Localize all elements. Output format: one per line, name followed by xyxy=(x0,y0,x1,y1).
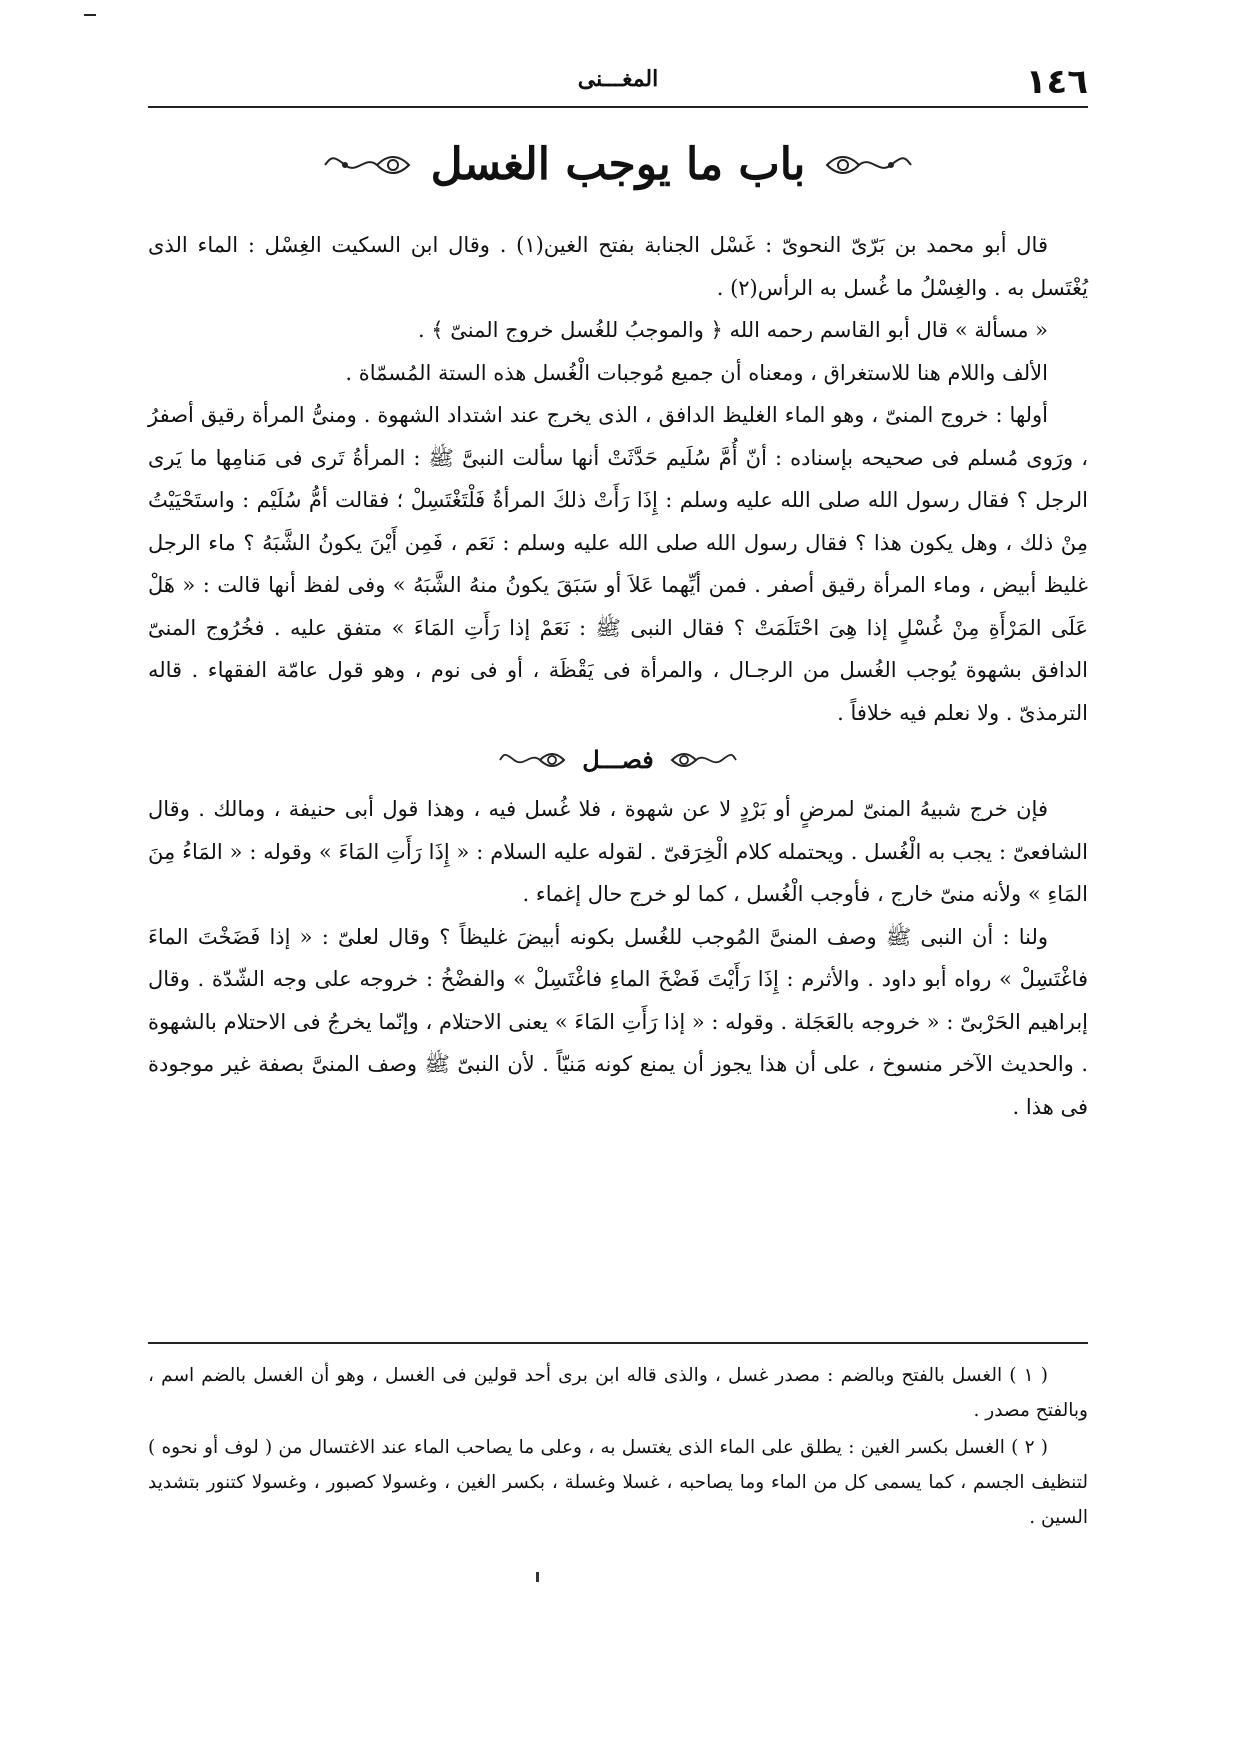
paragraph-first-cause: أولها : خروج المنىّ ، وهو الماء الغليظ الدافق ، الذى يخرج عند اشتداد الشهوة . ومنىُّ المرأة رقيق أصفرُ ، ورَوى مُسلم فى صحيحه بإسناده : أنّ أُمَّ سُلَيم حَدَّثَتْ أنها سألت النبىَّ ﷺ : المرأةُ تَرى فى مَنامِها ما يَرى الرجل ؟ فقال رسول الله صلى الله عليه وسلم : إِذَا رَأَتْ ذلكَ المرأةُ فَلْتَغْتَسِلْ ؛ فقالت أمُّ سُلَيْم : واستَحْيَيْتُ مِنْ ذلك ، وهل يكون هذا ؟ فقال رسول الله صلى الله عليه وسلم : نَعَم ، فَمِن أَيْنَ يكونُ الشَّبَهُ ؟ ماء الرجل غليظ أبيض ، وماء المرأة رقيق أصفر . فمن أيِّهما عَلاَ أو سَبَقَ يكونُ منهُ الشَّبَهُ » وفى لفظ أنها قالت : « هَلْ عَلَى المَرْأَةِ مِنْ غُسْلٍ إذا هِىَ احْتَلَمَتْ ؟ فقال النبى ﷺ : نَعَمْ إذا رَأَتِ المَاءَ » متفق عليه . فخُرُوج المنىّ الدافق بشهوة يُوجب الغُسل من الرجـال ، والمرأة فى يَقْظَة ، أو فى نوم ، وهو قول عامّة الفقهاء . قاله الترمذىّ . ولا نعلم فيه خلافاً . xyxy=(148,403,1088,725)
footnotes xyxy=(148,1358,1088,1537)
bottom-mark xyxy=(536,1572,539,1582)
section-paragraph-1: فإن خرج شبيهُ المنىّ لمرضٍ أو بَرْدٍ لا عن شهوة ، فلا غُسل فيه ، وهذا قول أبى حنيفة ، ومالك . وقال الشافعىّ : يجب به الْغُسل . ويحتمله كلام الْخِرَقىّ . لقوله عليه السلام : « إِذَا رَأَتِ المَاءَ » وقوله : « المَاءُ مِنَ المَاءِ » ولأنه منىّ خارج ، فأوجب الْغُسل ، كما لو خرج حال إغماء . xyxy=(148,797,1088,906)
ornament-left-icon xyxy=(323,147,413,183)
page-header xyxy=(148,62,1088,110)
paragraph-intro: قال أبو محمد بن بَرّىّ النحوىّ : غَسْل الجنابة بفتح الغين(١) . وقال ابن السكيت الغِسْل : الماء الذى يُغْتَسل به . والغِسْلُ ما غُسل به الرأس(٢) . xyxy=(148,233,1088,300)
chapter-title xyxy=(148,130,1088,200)
ornament-right-icon xyxy=(823,147,913,183)
section-ornament-right-icon xyxy=(668,746,738,774)
paragraph-masala: « مسألة » قال أبو القاسم رحمه الله ﴿ والموجبُ للغُسل خروج المنىّ ﴾ . xyxy=(417,318,1048,342)
section-heading-text: فصـــل xyxy=(582,744,654,774)
header-divider xyxy=(148,106,1088,108)
section-ornament-left-icon xyxy=(498,746,568,774)
running-title: المغـــنى xyxy=(577,66,659,92)
section-paragraph-2: ولنا : أن النبى ﷺ وصف المنىَّ المُوجب للغُسل بكونه أبيضَ غليظاً ؟ وقال لعلىّ : « إذا فَضَخْتَ الماءَ فاغْتَسِلْ » رواه أبو داود . والأثرم : إِذَا رَأَيْتَ فَضْخَ الماءِ فاغْتَسِلْ » والفضْخُ : خروجه على وجه الشّدّة . وقال إبراهيم الحَرْبىّ : « خروجه بالعَجَلة . وقوله : « إذا رَأَتِ المَاءَ » يعنى الاحتلام ، وإنّما يخرجُ فى الاحتلام بالشهوة . والحديث الآخر منسوخ ، على أن هذا يجوز أن يمنع كونه مَنيّاً . لأن النبىّ ﷺ وصف المنىَّ بصفة غير موجودة فى هذا . xyxy=(148,924,1088,1119)
main-text xyxy=(148,224,1088,1128)
chapter-title-text: باب ما يوجب الغسل xyxy=(430,139,806,190)
footnote-1: ( ١ ) الغسل بالفتح وبالضم : مصدر غسل ، والذى قاله ابن برى أحد قولين فى الغسل ، وهو أن الغسل بالضم اسم ، وبالفتح مصدر . xyxy=(148,1365,1088,1421)
footnote-2: ( ٢ ) الغسل بكسر الغين : يطلق على الماء الذى يغتسل به ، وعلى ما يصاحب الماء عند الاغتسال من ( لوف أو نحوه ) لتنظيف الجسم ، كما يسمى كل من الماء وما يصاحبه ، غسلا وغسلة ، بكسر الغين ، وغسولا كصبور ، وغسولا كتنور بتشديد السين . xyxy=(148,1437,1088,1528)
corner-mark xyxy=(84,14,96,16)
page-number: ١٤٦ xyxy=(1025,62,1088,102)
paragraph-explanation: الألف واللام هنا للاستغراق ، ومعناه أن جميع مُوجبات الْغُسل هذه الستة المُسمّاة . xyxy=(345,360,1048,385)
footnote-divider xyxy=(148,1342,1088,1344)
section-heading xyxy=(148,738,1088,782)
